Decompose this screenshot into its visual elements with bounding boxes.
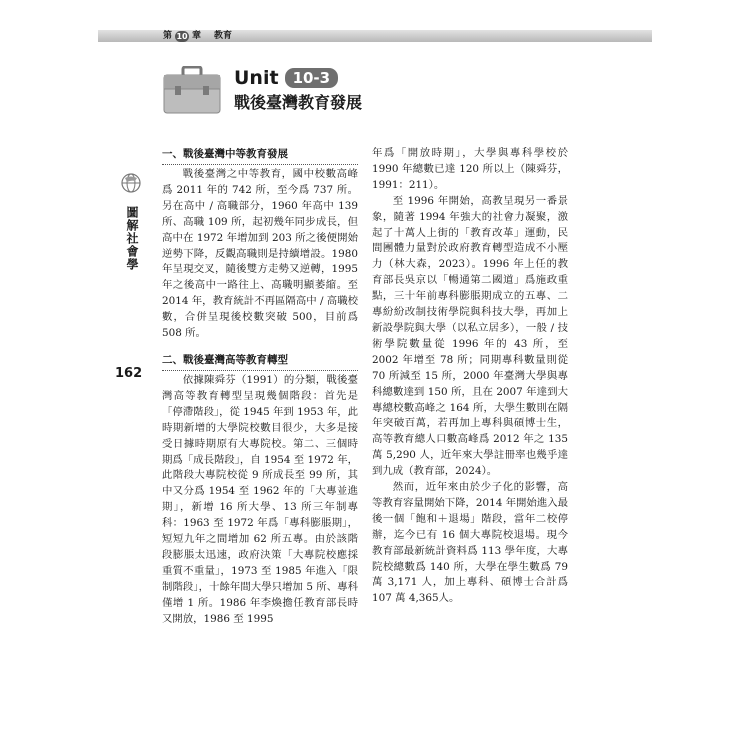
- unit-word: Unit: [234, 67, 279, 89]
- unit-title: 戰後臺灣教育發展: [234, 93, 363, 112]
- text-column-left: [162, 146, 358, 627]
- paragraph-education-reform: 至 1996 年開始，高教呈現另一番景象，隨著 1994 年強大的社會力凝聚，激起了十萬人上街的「教育改革」運動，民間團體力量對於政府教育轉型造成不小壓力（林大森，2023）。1996 年上任的教育部長吳京以「暢通第二國道」爲施政重點，三十年前專科膨脹期成立的五專、二專紛紛改制技術學院與科技大學，再加上新設學院與大學（以私立居多），一般 / 技術學院數量從 1996 年的 43 所，至 2002 年增至 78 所；同期專科數量則從 70 所減至 15 所，2000 年臺灣大學與專科總數達到 150 所，且在 2007 年達到大專總校數高峰之 164 所，大學生數則在隔年突破百萬，若再加上專科與碩博士生，高等教育總人口數高峰爲 2012 年之 135 萬 5,290 人，近年來大學註冊率也幾乎達到九成（教育部，2024）。: [372, 194, 568, 478]
- section-heading-secondary-education: 一、戰後臺灣中等教育發展: [162, 146, 358, 165]
- unit-number-badge: 10-3: [285, 68, 339, 88]
- chapter-label: [163, 30, 232, 42]
- section-heading-higher-education: 二、戰後臺灣高等教育轉型: [162, 352, 358, 371]
- unit-heading: [234, 66, 338, 90]
- paragraph-higher-education-stages: 依據陳舜芬（1991）的分類，戰後臺灣高等教育轉型呈現幾個階段：首先是「停滯階段」，從 1945 年到 1953 年，此時期新增的大學院校數目很少，大多是接受日據時期原有大專院校。第二、三個時期爲「成長階段」，自 1954 至 1972 年，此階段大專院校從 9 所成長至 99 所，其中又分爲 1954 至 1962 年的「大專並進期」，新增 16 所大學、13 所三年制專科：1963 至 1972 年爲「專科膨脹期」，短短九年之間增加 62 所五專。由於該階段膨脹太迅速，政府決策「大專院校應採重質不重量」，1973 至 1985 年進入「限制階段」，十餘年間大學只增加 5 所、專科僅增 1 所。1986 年李煥擔任教育部長時又開放，1986 至 1995: [162, 373, 358, 625]
- paragraph-higher-education-stages-continued: 年爲「開放時期」，大學與專科學校於 1990 年總數已達 120 所以上（陳舜芬，1991：211）。: [372, 147, 568, 191]
- globe-icon: [119, 172, 143, 194]
- page-number: 162: [115, 366, 143, 381]
- book-title-vertical: 圖解社會學: [125, 206, 139, 271]
- chapter-number-badge: 10: [176, 31, 188, 41]
- text-column-right: [372, 146, 568, 607]
- paragraph-declining-enrollment: 然而，近年來由於少子化的影響，高等教育容量開始下降，2014 年開始進入最後一個「飽和＋退場」階段，當年二校停辦，迄今已有 16 個大專院校退場。現今教育部最新統計資料爲 113 學年度，大專院校總數爲 140 所，大學在學生數爲 79 萬 3,171 人，加上專科、碩博士合計爲 107 萬 4,365人。: [372, 481, 568, 605]
- paragraph-secondary-education: 戰後臺灣之中等教育，國中校數高峰爲 2011 年的 742 所，至今爲 737 所。另在高中 / 高職部分，1960 年高中 139 所、高職 109 所，起初幾年同步成長，但高中在 1972 年增加到 203 所之後便開始逆勢下降，反觀高職則是持續增設。1980 年呈現交叉，隨後雙方走勢又逆轉，1995 年之後高中一路往上、高職明顯萎縮。至 2014 年，教育統計不再區隔高中 / 高職校數，合併呈現後校數突破 500，目前爲 508 所。: [162, 168, 358, 340]
- chapter-title: 教育: [214, 31, 233, 41]
- chapter-prefix: 第: [163, 31, 173, 41]
- chapter-suffix: 章: [192, 31, 202, 41]
- briefcase-icon: [163, 66, 221, 114]
